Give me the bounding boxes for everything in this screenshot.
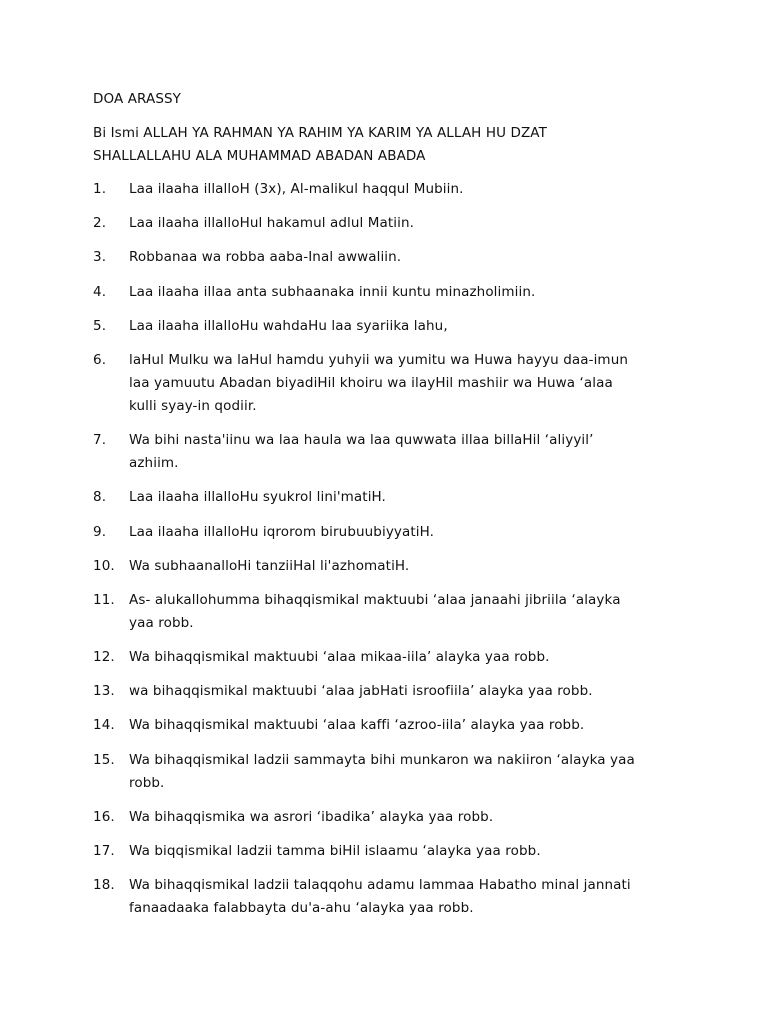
list-item-line: As- alukallohumma bihaqqismikal maktuubi ‘alaa janaahi jibriila ‘alayka — [129, 591, 621, 608]
list-item-line: Wa bihaqqismikal ladzii sammayta bihi munkaron wa nakiiron ‘alayka yaa — [129, 751, 635, 768]
list-item-line: kulli syay-in qodiir. — [129, 397, 257, 414]
list-item — [93, 874, 693, 920]
list-item-text — [129, 806, 693, 829]
list-item-number: 7. — [93, 432, 107, 449]
list-item — [93, 714, 693, 737]
list-item-number: 4. — [93, 283, 107, 300]
list-item-number: 15. — [93, 751, 115, 768]
list-item-line: azhiim. — [129, 455, 179, 472]
list-item-number: 18. — [93, 877, 115, 894]
list-item — [93, 486, 693, 509]
list-item-number: 1. — [93, 181, 107, 197]
list-item — [93, 349, 693, 418]
document-title: DOA ARASSY — [93, 91, 181, 107]
list-item-line: Wa bihaqqismikal maktuubi ‘alaa kaffi ‘azroo-iila’ alayka yaa robb. — [129, 717, 585, 734]
list-item-line: Wa bihi nasta'iinu wa laa haula wa laa quwwata illaa billaHil ‘aliyyil’ — [129, 432, 594, 449]
list-item-text — [129, 178, 693, 201]
list-item — [93, 646, 693, 669]
list-item-number: 9. — [93, 523, 107, 540]
list-item-line: Wa subhaanalloHi tanziiHal li'azhomatiH. — [129, 557, 410, 574]
list-item — [93, 212, 693, 235]
list-item-line: yaa robb. — [129, 614, 194, 631]
list-item-line: Wa bihaqqismikal ladzii talaqqohu adamu lammaa Habatho minal jannati — [129, 877, 631, 894]
list-item-line: Wa bihaqqismika wa asrori ‘ibadika’ alayka yaa robb. — [129, 808, 494, 825]
list-item-number: 11. — [93, 591, 115, 608]
list-item-number: 3. — [93, 249, 107, 266]
list-item-line: laa yamuutu Abadan biyadiHil khoiru wa ilayHil mashiir wa Huwa ‘alaa — [129, 374, 613, 391]
list-item-line: Wa bihaqqismikal maktuubi ‘alaa mikaa-iila’ alayka yaa robb. — [129, 649, 550, 666]
list-item-text — [129, 714, 693, 737]
list-item — [93, 315, 693, 338]
list-item-text — [129, 749, 693, 795]
list-item — [93, 281, 693, 304]
prayer-list — [93, 178, 693, 931]
list-item-line: Robbanaa wa robba aaba-Inal awwaliin. — [129, 249, 402, 266]
list-item-text — [129, 680, 693, 703]
list-item-text — [129, 521, 693, 544]
list-item-number: 5. — [93, 317, 107, 334]
list-item-line: Laa ilaaha illalloHu wahdaHu laa syariika lahu, — [129, 317, 448, 334]
list-item-number: 10. — [93, 557, 115, 574]
list-item-text — [129, 874, 693, 920]
list-item-text — [129, 246, 693, 269]
list-item-number: 16. — [93, 808, 115, 825]
list-item-text — [129, 315, 693, 338]
list-item — [93, 429, 693, 475]
list-item-text — [129, 212, 693, 235]
list-item-text — [129, 589, 693, 635]
list-item-line: wa bihaqqismikal maktuubi ‘alaa jabHati isroofiila’ alayka yaa robb. — [129, 683, 593, 700]
intro-line: SHALLALLAHU ALA MUHAMMAD ABADAN ABADA — [93, 148, 426, 164]
list-item-number: 12. — [93, 649, 115, 666]
list-item-text — [129, 646, 693, 669]
list-item-number: 8. — [93, 489, 107, 506]
intro-line: Bi Ismi ALLAH YA RAHMAN YA RAHIM YA KARIM YA ALLAH HU DZAT — [93, 125, 547, 141]
list-item-number: 17. — [93, 843, 115, 859]
list-item-number: 13. — [93, 683, 115, 700]
list-item — [93, 749, 693, 795]
list-item-text — [129, 840, 693, 863]
list-item — [93, 840, 693, 863]
list-item-line: robb. — [129, 774, 165, 791]
intro-paragraph — [93, 122, 693, 168]
list-item — [93, 555, 693, 578]
list-item-line: Laa ilaaha illaa anta subhaanaka innii kuntu minazholimiin. — [129, 283, 536, 300]
list-item-text — [129, 349, 693, 418]
list-item-line: Laa ilaaha illalloHu syukrol lini'matiH. — [129, 489, 386, 506]
list-item-line: laHul Mulku wa laHul hamdu yuhyii wa yumitu wa Huwa hayyu daa-imun — [129, 351, 629, 368]
list-item — [93, 680, 693, 703]
list-item-line: Laa ilaaha illalloHul hakamul adlul Matiin. — [129, 215, 415, 232]
list-item-text — [129, 429, 693, 475]
list-item-number: 14. — [93, 717, 115, 734]
list-item-line: fanaadaaka falabbayta du'a-ahu ‘alayka yaa robb. — [129, 900, 474, 917]
list-item-number: 2. — [93, 215, 107, 232]
list-item-text — [129, 281, 693, 304]
list-item-line: Laa ilaaha illalloHu iqrorom birubuubiyyatiH. — [129, 523, 435, 540]
list-item — [93, 806, 693, 829]
list-item-line: Laa ilaaha illalloH (3x), Al-malikul haqqul Mubiin. — [129, 181, 464, 197]
list-item-text — [129, 555, 693, 578]
list-item — [93, 521, 693, 544]
list-item-number: 6. — [93, 351, 107, 368]
list-item-line: Wa biqqismikal ladzii tamma biHil islaamu ‘alayka yaa robb. — [129, 843, 541, 859]
list-item — [93, 178, 693, 201]
list-item-text — [129, 486, 693, 509]
list-item — [93, 589, 693, 635]
list-item — [93, 246, 693, 269]
